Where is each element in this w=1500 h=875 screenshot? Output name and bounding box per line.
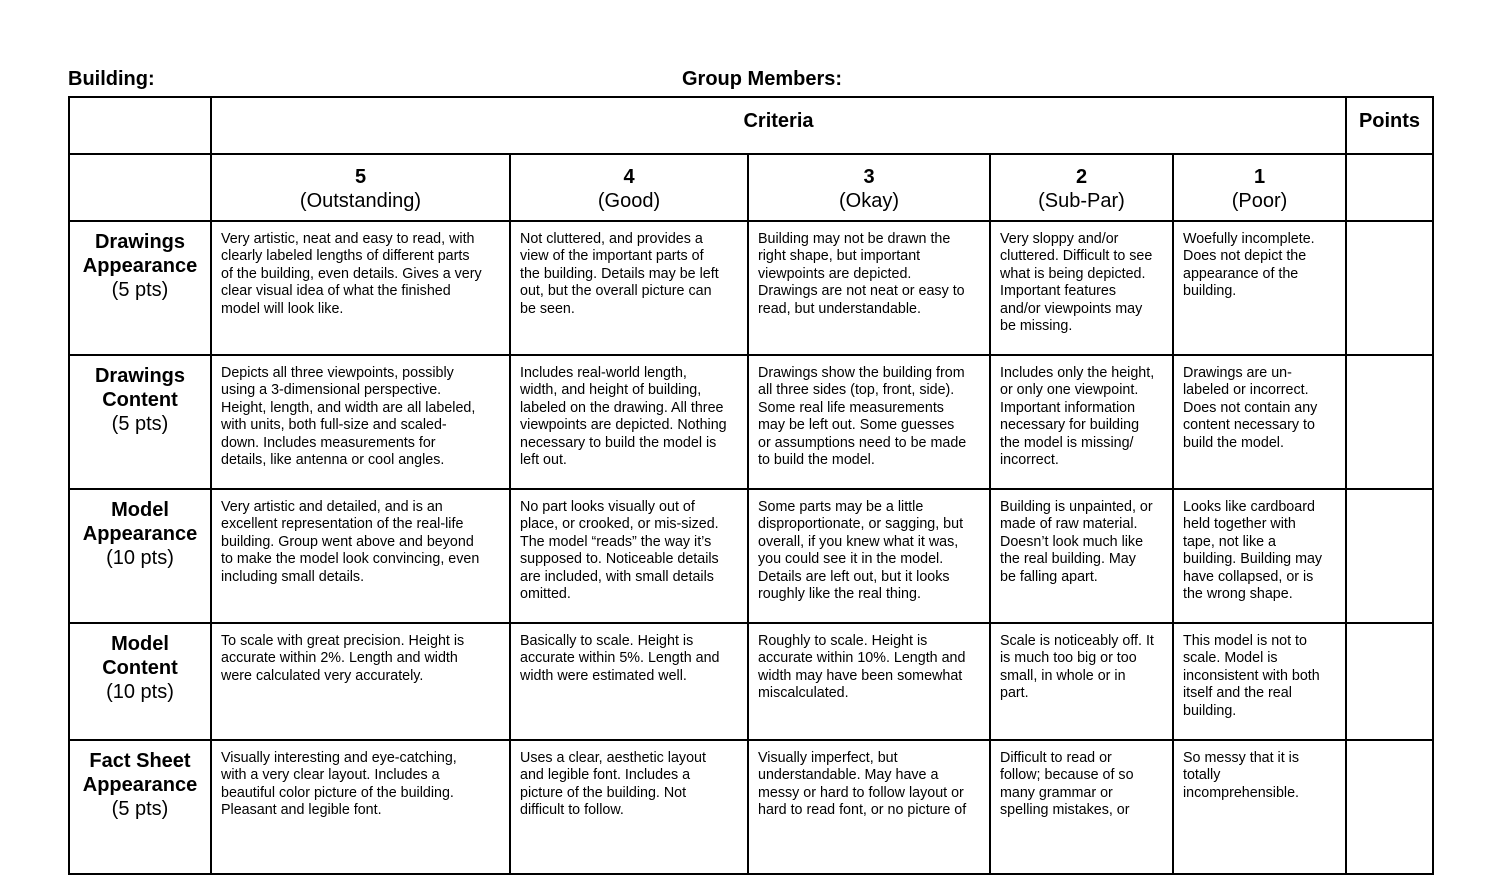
points-input-cell[interactable]	[1346, 489, 1433, 623]
criterion-cell: Basically to scale. Height is accurate within 5%. Length and width were estimated well.	[510, 623, 748, 740]
corner-cell	[69, 154, 211, 221]
criterion-cell: Looks like cardboard held together with tape, not like a building. Building may have collapsed, or is the wrong shape.	[1173, 489, 1346, 623]
table-row	[69, 355, 1433, 489]
table-row	[69, 623, 1433, 740]
level-header	[748, 154, 990, 221]
points-input-cell[interactable]	[1346, 740, 1433, 874]
level-score: 1	[1253, 166, 1266, 188]
criterion-cell: To scale with great precision. Height is accurate within 2%. Length and width were calculated very accurately.	[211, 623, 510, 740]
criterion-cell: Very sloppy and/or cluttered. Difficult to see what is being depicted. Important features and/or viewpoints may be missing.	[990, 221, 1173, 355]
criterion-cell: Depicts all three viewpoints, possibly using a 3-dimensional perspective. Height, length, and width are all labeled, with units, both full-size and scaled- down. Includes measurements for details, like antenna or cool angles.	[211, 355, 510, 489]
table-row	[69, 221, 1433, 355]
criterion-points: (5 pts)	[111, 279, 169, 301]
criterion-name: Fact Sheet Appearance	[82, 750, 198, 796]
row-label	[69, 623, 211, 740]
criterion-points: (10 pts)	[106, 547, 174, 569]
level-name: (Poor)	[1231, 190, 1288, 212]
criterion-cell: Drawings are un- labeled or incorrect. Does not contain any content necessary to build the model.	[1173, 355, 1346, 489]
criterion-name: Model Content	[102, 633, 178, 679]
points-input-cell[interactable]	[1346, 221, 1433, 355]
criteria-header: Criteria	[211, 97, 1346, 154]
criterion-points: (10 pts)	[106, 681, 174, 703]
points-header: Points	[1346, 97, 1433, 154]
corner-cell	[69, 97, 211, 154]
group-members-label: Group Members:	[682, 68, 843, 90]
criterion-cell: Roughly to scale. Height is accurate within 10%. Length and width may have been somewhat miscalculated.	[748, 623, 990, 740]
criterion-cell: Some parts may be a little disproportionate, or sagging, but overall, if you knew what it was, you could see it in the model. Details are left out, but it looks roughly like the real thing.	[748, 489, 990, 623]
level-score: 2	[1075, 166, 1088, 188]
level-header	[1173, 154, 1346, 221]
points-input-cell[interactable]	[1346, 623, 1433, 740]
points-blank	[1346, 154, 1433, 221]
criterion-cell: Very artistic and detailed, and is an excellent representation of the real-life building. Group went above and beyond to make the model look convincing, even including small details.	[211, 489, 510, 623]
rubric-table	[68, 96, 1434, 875]
criterion-cell: Drawings show the building from all three sides (top, front, side). Some real life measurements may be left out. Some guesses or assumptions need to be made to build the model.	[748, 355, 990, 489]
criterion-name: Model Appearance	[82, 499, 198, 545]
criterion-cell: Difficult to read or follow; because of so many grammar or spelling mistakes, or	[990, 740, 1173, 874]
criterion-cell: Uses a clear, aesthetic layout and legible font. Includes a picture of the building. Not difficult to follow.	[510, 740, 748, 874]
level-score: 5	[354, 166, 367, 188]
table-row	[69, 489, 1433, 623]
table-row	[69, 740, 1433, 874]
criterion-cell: Includes only the height, or only one viewpoint. Important information necessary for building the model is missing/ incorrect.	[990, 355, 1173, 489]
level-score: 4	[623, 166, 635, 188]
row-label	[69, 221, 211, 355]
criterion-cell: Visually imperfect, but understandable. May have a messy or hard to follow layout or hard to read font, or no picture of	[748, 740, 990, 874]
criterion-cell: Woefully incomplete. Does not depict the appearance of the building.	[1173, 221, 1346, 355]
criterion-cell: Very artistic, neat and easy to read, with clearly labeled lengths of different parts of the building, even details. Gives a very clear visual idea of what the finished model will look like.	[211, 221, 510, 355]
level-name: (Good)	[597, 190, 661, 212]
building-label: Building:	[68, 68, 155, 90]
points-input-cell[interactable]	[1346, 355, 1433, 489]
criterion-name: Drawings Content	[94, 365, 186, 411]
criterion-name: Drawings Appearance	[82, 231, 198, 277]
criterion-cell: So messy that it is totally incomprehensible.	[1173, 740, 1346, 874]
row-label	[69, 489, 211, 623]
criterion-cell: Visually interesting and eye-catching, with a very clear layout. Includes a beautiful color picture of the building. Pleasant and legible font.	[211, 740, 510, 874]
criterion-cell: This model is not to scale. Model is inconsistent with both itself and the real building.	[1173, 623, 1346, 740]
row-label	[69, 740, 211, 874]
level-header	[990, 154, 1173, 221]
criterion-cell: Building is unpainted, or made of raw material. Doesn’t look much like the real building. May be falling apart.	[990, 489, 1173, 623]
level-score: 3	[863, 166, 875, 188]
criterion-cell: Scale is noticeably off. It is much too big or too small, in whole or in part.	[990, 623, 1173, 740]
criterion-cell: No part looks visually out of place, or crooked, or mis-sized. The model “reads” the way it’s supposed to. Noticeable details are included, with small details omitted.	[510, 489, 748, 623]
criterion-points: (5 pts)	[111, 798, 169, 820]
level-name: (Okay)	[839, 190, 899, 212]
row-label	[69, 355, 211, 489]
level-name: (Sub-Par)	[1038, 190, 1125, 212]
level-header	[510, 154, 748, 221]
level-header	[211, 154, 510, 221]
level-name: (Outstanding)	[299, 190, 422, 212]
criterion-cell: Building may not be drawn the right shape, but important viewpoints are depicted. Drawings are not neat or easy to read, but understandable.	[748, 221, 990, 355]
criterion-cell: Not cluttered, and provides a view of the important parts of the building. Details may be left out, but the overall picture can be seen.	[510, 221, 748, 355]
criterion-cell: Includes real-world length, width, and height of building, labeled on the drawing. All three viewpoints are depicted. Nothing necessary to build the model is left out.	[510, 355, 748, 489]
criterion-points: (5 pts)	[111, 413, 169, 435]
